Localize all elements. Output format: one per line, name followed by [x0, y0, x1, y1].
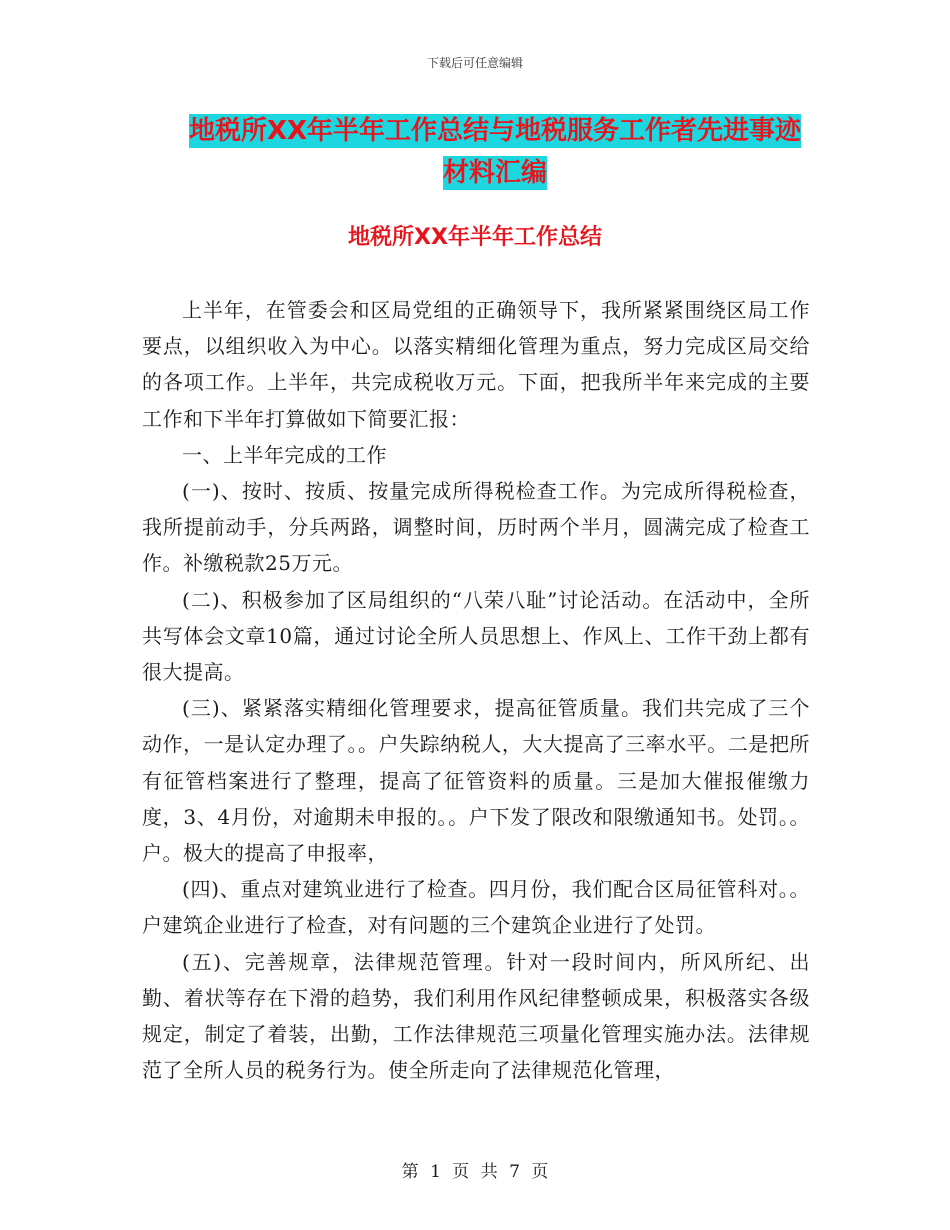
- paragraph: (三)、紧紧落实精细化管理要求，提高征管质量。我们共完成了三个动作，一是认定办理了。。户失踪纳税人，大大提高了三率水平。二是把所有征管档案进行了整理，提高了征管资料的质量。三是加大催报催缴力度，3、4月份，对逾期未申报的。。户下发了限改和限缴通知书。处罚。。户。极大的提高了申报率，: [142, 696, 810, 866]
- title-line-1: 地税所XX年半年工作总结与地税服务工作者先进事迹: [188, 116, 802, 146]
- paragraph: 上半年，在管委会和区局党组的正确领导下，我所紧紧围绕区局工作要点，以组织收入为中心。以落实精细化管理为重点，努力完成区局交给的各项工作。上半年，共完成税收万元。下面，把我所半年来完成的主要工作和下半年打算做如下简要汇报：: [142, 298, 810, 431]
- paragraph: (一)、按时、按质、按量完成所得税检查工作。为完成所得税检查，我所提前动手，分兵两路，调整时间，历时两个半月，圆满完成了检查工作。补缴税款25万元。: [142, 479, 810, 576]
- paragraph: (二)、积极参加了区局组织的“八荣八耻”讨论活动。在活动中，全所共写体会文章10篇，通过讨论全所人员思想上、作风上、工作干劲上都有很大提高。: [142, 587, 810, 685]
- body-text: [142, 292, 810, 1088]
- page-footer: 第 1 页 共 7 页: [401, 1162, 549, 1182]
- header-note: 下载后可任意编辑: [426, 56, 523, 70]
- paragraph: 一、上半年完成的工作: [182, 442, 387, 467]
- paragraph: (四)、重点对建筑业进行了检查。四月份，我们配合区局征管科对。。户建筑企业进行了检查，对有问题的三个建筑企业进行了处罚。: [142, 877, 810, 938]
- paragraph: (五)、完善规章，法律规范管理。针对一段时间内，所风所纪、出勤、着状等存在下滑的趋势，我们利用作风纪律整顿成果，积极落实各级规定，制定了着装，出勤，工作法律规范三项量化管理实施办法。法律规范了全所人员的税务行为。使全所走向了法律规范化管理，: [142, 949, 810, 1083]
- section-title: 地税所XX年半年工作总结: [348, 225, 602, 250]
- document-title: [140, 110, 850, 194]
- title-line-2: 材料汇编: [442, 158, 547, 188]
